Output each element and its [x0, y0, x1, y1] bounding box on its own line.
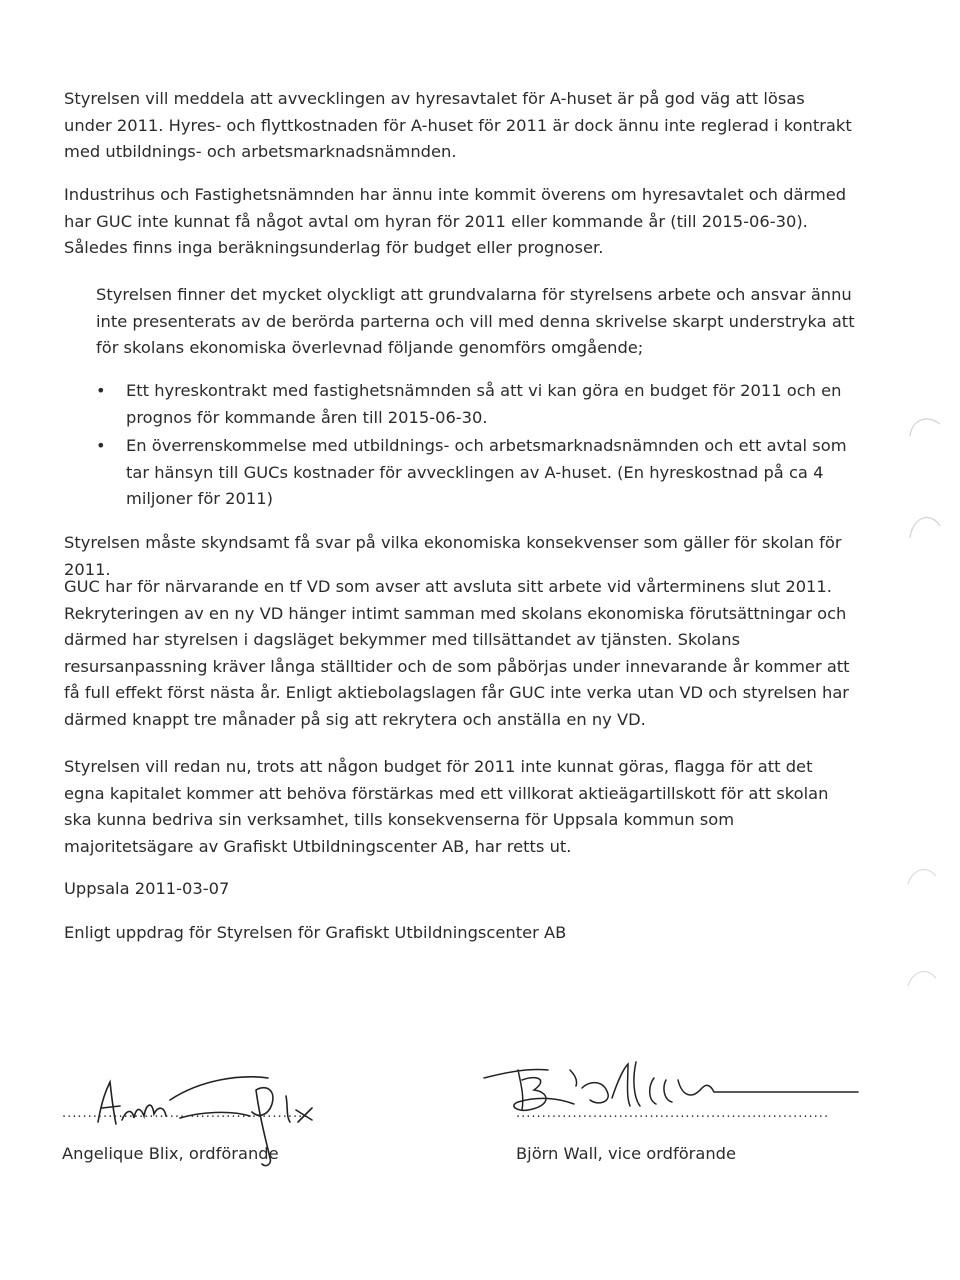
signature-line-left: ................................................	[62, 1106, 309, 1121]
paragraph-board-concern: Styrelsen finner det mycket olyckligt att grundvalarna för styrelsens arbete och ansvar ännu inte presenterats av de berörda parterna och vill med denna skrivelse skarpt understryka att för skolans ekonomiska överlevnad följande genomförs omgående;	[96, 285, 855, 357]
punch-hole-mark	[904, 960, 944, 990]
paragraph-no-agreement: Industrihus och Fastighetsnämnden har ännu inte kommit överens om hyresavtalet och därmed har GUC inte kunnat få något avtal om hyran för 2011 eller kommande år (till 2015-06-30). Således finns inga beräkningsunderlag för budget eller prognoser.	[64, 185, 847, 257]
place-date: Uppsala 2011-03-07	[64, 879, 230, 898]
paragraph-capital-contribution: Styrelsen vill redan nu, trots att någon budget för 2011 inte kunnat göras, flagga för att det egna kapitalet kommer att behöva förstärkas med ett villkorat aktieägartillskott för att skolan ska kunna bedriva sin verksamhet, tills konsekvenserna för Uppsala kommun som majoritetsägare av Grafiskt Utbildningscenter AB, har retts ut.	[64, 757, 829, 856]
bullet-marker: •	[96, 436, 106, 455]
paragraph-vd-recruitment: GUC har för närvarande en tf VD som avser att avsluta sitt arbete vid vårterminens slut 2011. Rekryteringen av en ny VD hänger intimt samman med skolans ekonomiska förutsättningar och därmed har styrelsen i dagsläget bekymmer med tillsättandet av tjänsten. Skolans resursanpassning kräver långa ställtider och de som påbörjas under innevarande år kommer att få full effekt först nästa år. Enligt aktiebolagslagen får GUC inte verka utan VD och styrelsen har därmed knappt tre månader på sig att rekrytera och anställa en ny VD.	[64, 577, 850, 729]
signature-line-right: .............................................................	[516, 1106, 830, 1121]
list-item	[64, 378, 854, 431]
bullet-marker: •	[96, 381, 106, 400]
punch-hole-mark	[906, 410, 946, 440]
list-item-text: En överrenskommelse med utbildnings- och arbetsmarknadsnämnden och ett avtal som tar hänsyn till GUCs kostnader för avvecklingen av A-huset. (En hyreskostnad på ca 4 miljoner för 2011)	[126, 436, 847, 508]
punch-hole-mark	[904, 858, 944, 888]
mandate-line: Enligt uppdrag för Styrelsen för Grafiskt Utbildningscenter AB	[64, 923, 567, 942]
paragraph-urgent-answer: Styrelsen måste skyndsamt få svar på vilka ekonomiska konsekvenser som gäller för skolan för 2011.	[64, 533, 842, 579]
list-item	[64, 433, 854, 513]
signatory-right-name: Björn Wall, vice ordförande	[516, 1144, 737, 1163]
list-item-text: Ett hyreskontrakt med fastighetsnämnden så att vi kan göra en budget för 2011 och en prognos för kommande åren till 2015-06-30.	[126, 381, 842, 427]
demands-list	[64, 378, 854, 515]
punch-hole-mark	[906, 504, 946, 544]
signatory-left-name: Angelique Blix, ordförande	[62, 1144, 279, 1163]
paragraph-lease-status: Styrelsen vill meddela att avvecklingen av hyresavtalet för A-huset är på god väg att lösas under 2011. Hyres- och flyttkostnaden för A-huset för 2011 är dock ännu inte reglerad i kontrakt med utbildnings- och arbetsmarknadsnämnden.	[64, 89, 852, 161]
